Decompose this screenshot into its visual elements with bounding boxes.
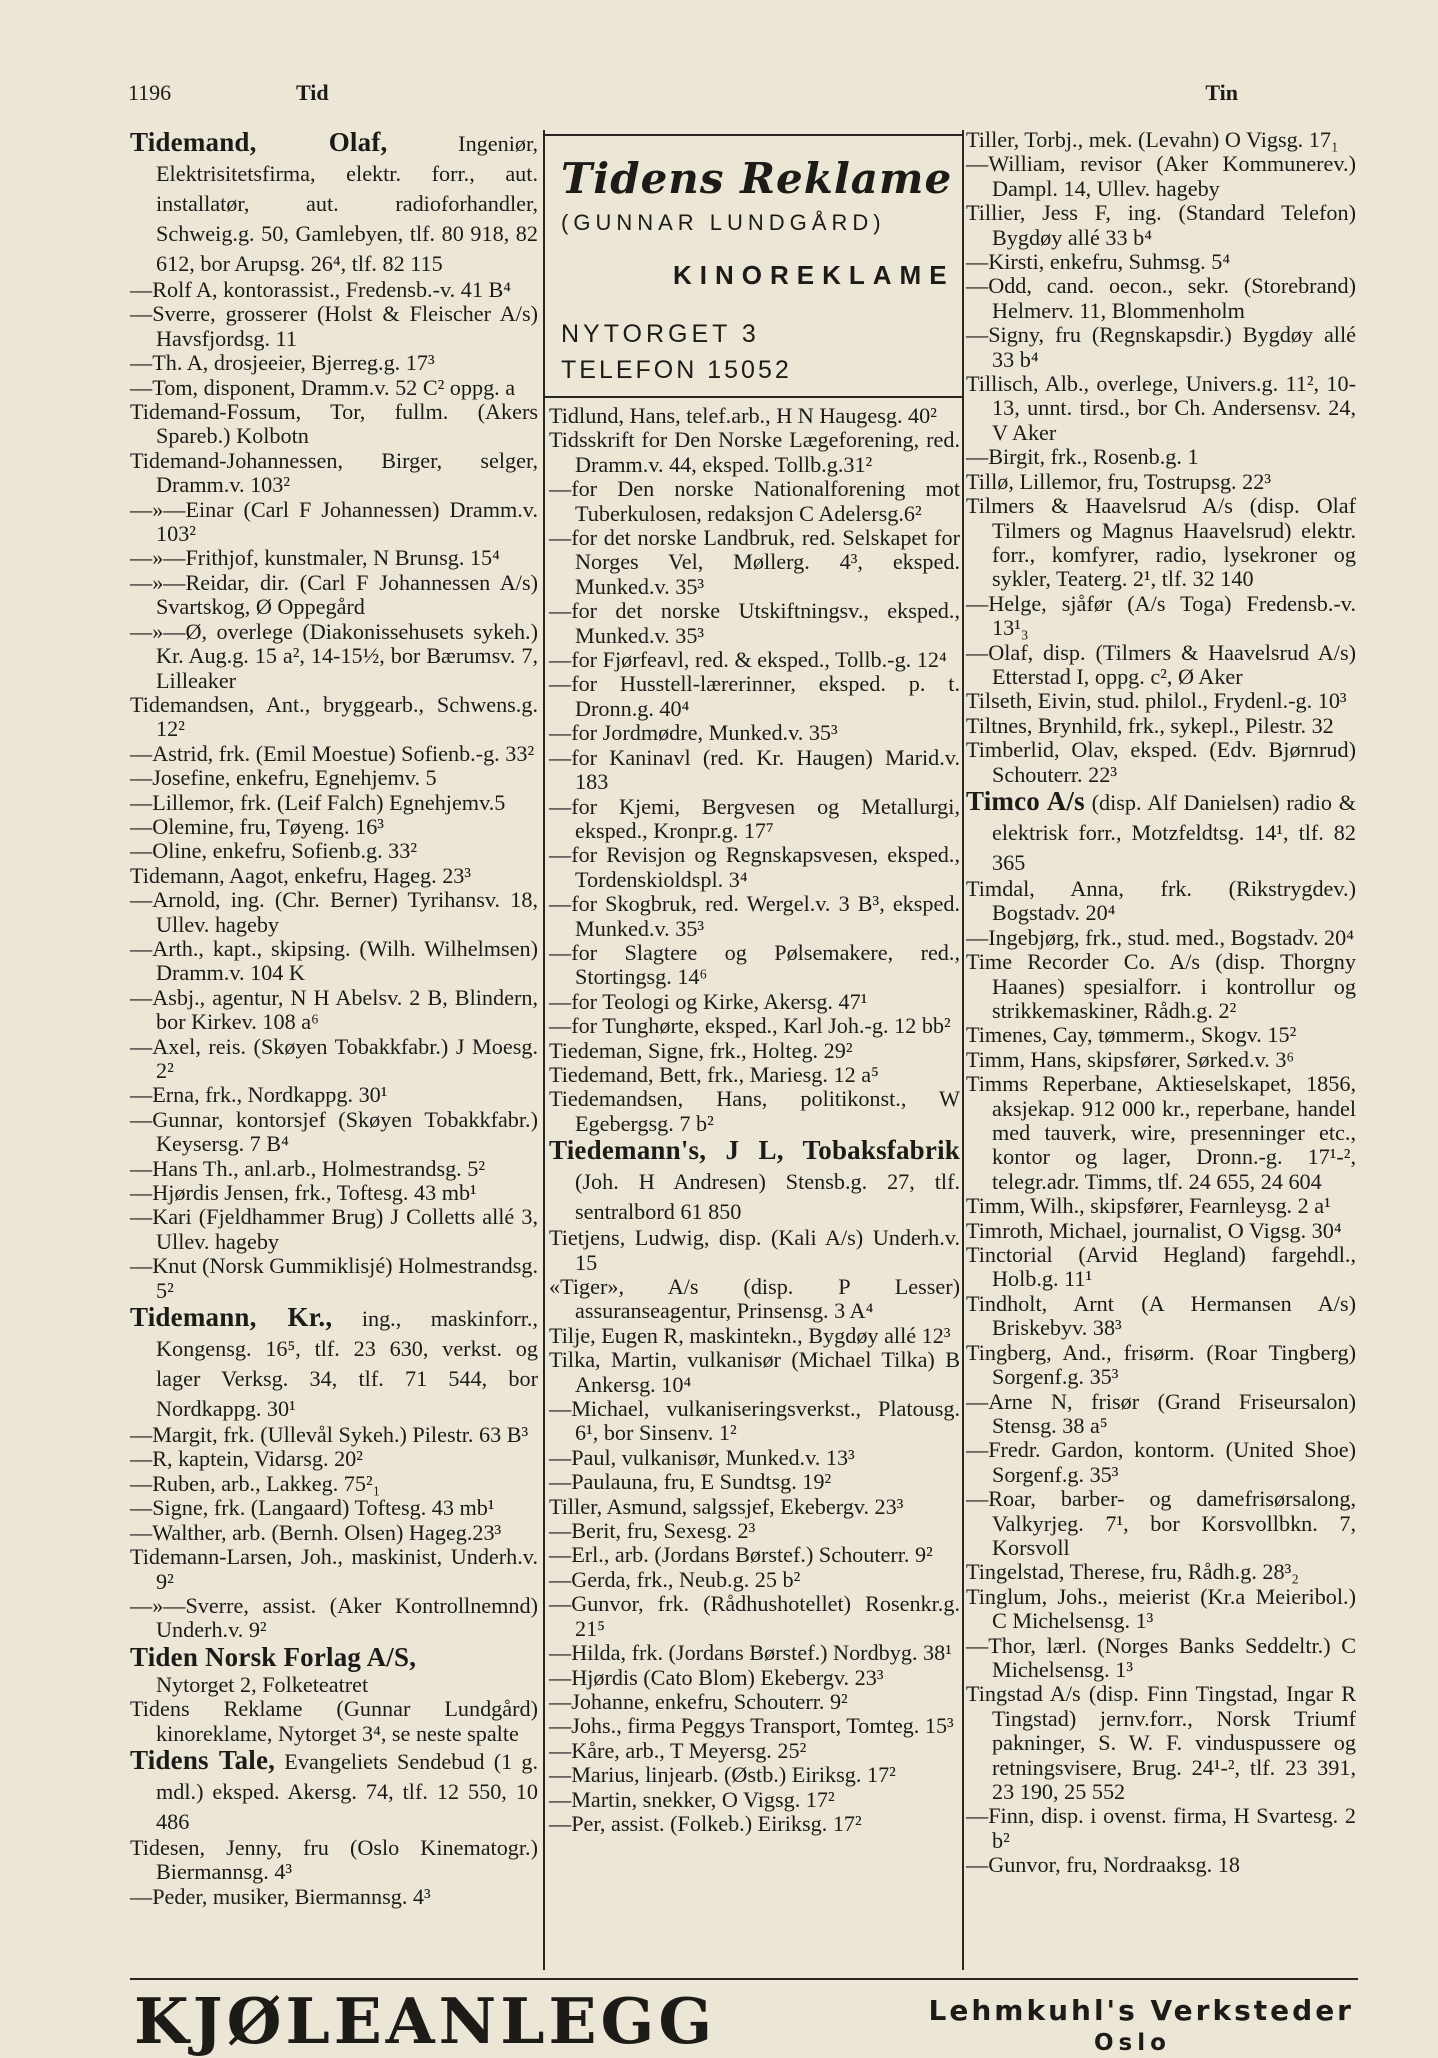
directory-entry	[966, 1487, 1356, 1560]
entry-text: —Kari (Fjeldhammer Brug) J Colletts allé 3, Ullev. hageby	[130, 1204, 538, 1254]
directory-column-3	[966, 128, 1356, 1878]
entry-text: Timberlid, Olav, eksped. (Edv. Bjørnrud) Schouterr. 22³	[966, 737, 1356, 787]
bottom-ad-top-border	[130, 1978, 1358, 1980]
entry-text: —for Den norske Nationalforening mot Tuberkulosen, redaksjon C Adelersg.6²	[549, 476, 960, 526]
directory-entry	[130, 742, 538, 766]
directory-entry	[549, 1039, 960, 1063]
directory-entry	[549, 843, 960, 892]
entry-text: —Arne N, frisør (Grand Friseursalon) Stensg. 38 a⁵	[966, 1388, 1356, 1438]
directory-entry	[966, 1585, 1356, 1634]
ad-phone: TELEFON 15052	[561, 356, 792, 384]
entry-text: Ingeniør, Elektrisitetsfirma, elektr. forr., aut. installatør, aut. radioforhandler, Schweig.g. 50, Gamlebyen, tlf. 80 918, 82 612, bor Arupsg. 26⁴, tlf. 82 115	[156, 131, 539, 276]
entry-text: —Paulauna, fru, E Sundtsg. 19²	[549, 1469, 832, 1495]
entry-text: Tilmers & Haavelsrud A/s (disp. Olaf Tilmers og Magnus Haavelsrud) elektr. forr., komfyrer, radio, lysekroner og sykler, Teaterg. 2¹, tlf. 32 140	[966, 493, 1356, 592]
directory-entry	[130, 986, 538, 1035]
entry-text: (Joh. H Andresen) Stensb.g. 27, tlf. sentralbord 61 850	[575, 1169, 960, 1225]
entry-text: Time Recorder Co. A/s (disp. Thorgny Haanes) spesialforr. i kontrollur og strikkemaskiner, Rådh.g. 2²	[966, 949, 1356, 1023]
directory-entry	[130, 1035, 538, 1084]
entry-heading: Tidens Tale,	[130, 1744, 276, 1775]
entry-text: Tiller, Asmund, salgssjef, Ekebergv. 23³	[549, 1493, 904, 1519]
column-divider-right	[962, 130, 964, 1970]
entry-text: Evangeliets Sendebud (1 g. mdl.) eksped. Akersg. 74, tlf. 12 550, 10 486	[156, 1748, 538, 1834]
entry-text: —Margit, frk. (Ullevål Sykeh.) Pilestr. 63 B³	[130, 1422, 529, 1448]
directory-entry	[549, 1641, 960, 1665]
directory-entry	[130, 1594, 538, 1643]
directory-entry	[549, 1568, 960, 1592]
directory-entry	[549, 1470, 960, 1494]
entry-text: —Oline, enkefru, Sofienb.g. 33²	[130, 838, 418, 864]
directory-entry	[549, 1087, 960, 1136]
entry-text: Tidemann, Aagot, enkefru, Hageg. 23³	[130, 862, 472, 888]
entry-text: —Marius, linjearb. (Østb.) Eiriksg. 17²	[549, 1762, 896, 1788]
column-divider-left	[543, 130, 545, 1970]
directory-entry	[549, 672, 960, 721]
entry-text: —Birgit, frk., Rosenb.g. 1	[966, 444, 1199, 470]
entry-text: —Johanne, enkefru, Schouterr. 9²	[549, 1688, 848, 1714]
directory-entry	[966, 1243, 1356, 1292]
entry-text: —»—Ø, overlege (Diakonissehusets sykeh.) Kr. Aug.g. 15 a², 14-15½, bor Bærumsv. 7, Lilleaker	[130, 618, 538, 693]
entry-text: —Hilda, frk. (Jordans Børstef.) Nordbyg. 38¹	[549, 1640, 952, 1666]
directory-entry	[966, 372, 1356, 445]
entry-text: —Josefine, enkefru, Egnehjemv. 5	[130, 765, 437, 791]
directory-entry	[549, 1763, 960, 1787]
entry-heading: Timco A/s	[966, 785, 1085, 816]
entry-text: —Hans Th., anl.arb., Holmestrandsg. 5²	[130, 1155, 486, 1181]
entry-text: —Peder, musiker, Biermannsg. 4³	[130, 1883, 431, 1909]
directory-entry	[130, 351, 538, 375]
directory-entry	[130, 1181, 538, 1205]
entry-text: —Odd, cand. oecon., sekr. (Storebrand) Helmerv. 11, Blommenholm	[966, 273, 1356, 323]
directory-entry	[130, 815, 538, 839]
directory-entry	[549, 1014, 960, 1038]
directory-entry	[966, 1292, 1356, 1341]
directory-entry	[130, 400, 538, 449]
entry-text: —for Revisjon og Regnskapsvesen, eksped., Tordenskioldspl. 3⁴	[549, 842, 960, 892]
directory-entry	[966, 926, 1356, 950]
directory-entry	[549, 1543, 960, 1567]
bottom-ad-city: Oslo	[1094, 2030, 1171, 2056]
directory-entry	[130, 546, 538, 570]
directory-entry	[966, 738, 1356, 787]
entry-text: Tillisch, Alb., overlege, Univers.g. 11², 10-13, unnt. tirsd., bor Ch. Andersensv. 24, V Aker	[966, 371, 1356, 445]
ad-title: Tidens Reklame	[561, 154, 953, 203]
entry-heading: Tiedemann's, J L, Tobaksfabrik	[549, 1135, 960, 1166]
directory-entry	[549, 1446, 960, 1470]
entry-text: —for det norske Landbruk, red. Selskapet for Norges Vel, Møllerg. 4³, eksped. Munked.v. 35³	[549, 525, 960, 599]
directory-entry	[130, 498, 538, 547]
entry-text: —Ingebjørg, frk., stud. med., Bogstadv. 20⁴	[966, 924, 1354, 950]
directory-entry	[130, 937, 538, 986]
directory-entry	[549, 1275, 960, 1324]
entry-text: —for Teologi og Kirke, Akersg. 47¹	[549, 988, 868, 1014]
directory-entry	[130, 1545, 538, 1594]
entry-heading: Tiden Norsk Forlag A/S,	[130, 1641, 417, 1672]
directory-entry	[966, 470, 1356, 494]
entry-text: Timms Reperbane, Aktieselskapet, 1856, aksjekap. 912 000 kr., reperbane, handel med tauverk, wire, presenninger etc., kontor og lager, Dronn.-g. 17¹-², telegr.adr. Timms, tlf. 24 655, 24 604	[966, 1071, 1356, 1194]
directory-entry	[130, 888, 538, 937]
directory-entry	[130, 1643, 538, 1673]
directory-entry	[966, 152, 1356, 201]
directory-entry	[966, 1341, 1356, 1390]
entry-text: Tiltnes, Brynhild, frk., sykepl., Pilestr. 32	[966, 712, 1334, 738]
directory-entry	[966, 274, 1356, 323]
directory-entry	[549, 1397, 960, 1446]
entry-text: —Rolf A, kontorassist., Fredensb.-v. 41 B⁴	[130, 277, 512, 302]
entry-text: Tidesen, Jenny, fru (Oslo Kinematogr.) Biermannsg. 4³	[130, 1834, 538, 1885]
directory-entry	[130, 449, 538, 498]
directory-entry	[966, 1023, 1356, 1047]
entry-text: —for Kjemi, Bergvesen og Metallurgi, eksped., Kronpr.g. 17⁷	[549, 793, 960, 843]
directory-entry	[549, 428, 960, 477]
entry-text: —Signy, fru (Regnskapsdir.) Bygdøy allé 33 b⁴	[966, 322, 1356, 372]
entry-text: —Fredr. Gardon, kontorm. (United Shoe) Sorgenf.g. 35³	[966, 1437, 1356, 1487]
directory-entry	[130, 620, 538, 693]
bottom-ad-headline: KJØLEANLEGG	[134, 1984, 717, 2058]
directory-entry	[549, 1226, 960, 1275]
entry-text: —for Kaninavl (red. Kr. Haugen) Marid.v. 183	[549, 744, 960, 795]
entry-text: Tingelstad, Therese, fru, Rådh.g. 28³₂	[966, 1559, 1299, 1585]
entry-text: Tinctorial (Arvid Hegland) fargehdl., Holb.g. 11¹	[966, 1242, 1356, 1292]
directory-entry	[966, 445, 1356, 469]
entry-text: —Signe, frk. (Langaard) Toftesg. 43 mb¹	[130, 1495, 495, 1521]
entry-text: —Arnold, ing. (Chr. Berner) Tyrihansv. 18, Ullev. hageby	[130, 887, 538, 937]
directory-entry	[549, 1136, 960, 1226]
entry-text: —Michael, vulkaniseringsverkst., Platousg. 6¹, bor Sinsenv. 1²	[549, 1396, 960, 1446]
entry-text: Tilseth, Eivin, stud. philol., Frydenl.-g. 10³	[966, 688, 1347, 714]
entry-text: —R, kaptein, Vidarsg. 20²	[130, 1446, 363, 1472]
directory-entry	[549, 1714, 960, 1738]
directory-entry	[966, 1634, 1356, 1683]
entry-text: Tiedemand, Bett, frk., Mariesg. 12 a⁵	[549, 1061, 879, 1087]
entry-text: —Ruben, arb., Lakkeg. 75²₁	[130, 1470, 381, 1496]
directory-entry	[549, 477, 960, 526]
tidens-reklame-ad	[549, 134, 960, 396]
directory-entry	[130, 1836, 538, 1885]
directory-entry	[966, 877, 1356, 926]
entry-text: Tilka, Martin, vulkanisør (Michael Tilka) B Ankersg. 10⁴	[549, 1347, 960, 1397]
directory-entry	[966, 1048, 1356, 1072]
directory-entry	[549, 1690, 960, 1714]
entry-text: Tilje, Eugen R, maskintekn., Bygdøy allé 12³	[549, 1322, 951, 1348]
entry-text: Tingstad A/s (disp. Finn Tingstad, Ingar R Tingstad) jernv.forr., Norsk Triumf pakninger, S. W. F. vinduspussere og retningsvisere, Brug. 24¹-², tlf. 23 391, 23 190, 25 552	[966, 1681, 1356, 1804]
entry-text: —Erna, frk., Nordkappg. 30¹	[130, 1082, 388, 1108]
directory-entry	[966, 714, 1356, 738]
entry-text: Tidemand-Fossum, Tor, fullm. (Akers Spareb.) Kolbotn	[130, 399, 538, 449]
page-header	[128, 80, 1238, 114]
entry-text: —for Tunghørte, eksped., Karl Joh.-g. 12 bb²	[549, 1013, 951, 1039]
directory-entry	[966, 1390, 1356, 1439]
entry-text: —»—Frithjof, kunstmaler, N Brunsg. 15⁴	[130, 545, 500, 571]
directory-entry	[130, 1083, 538, 1107]
directory-entry	[130, 1673, 538, 1697]
entry-text: ing., maskinforr., Kongensg. 16⁵, tlf. 23 630, verkst. og lager Verksg. 34, tlf. 71 544, bor Nordkappg. 30¹	[156, 1306, 538, 1422]
entry-text: —Finn, disp. i ovenst. firma, H Svartesg. 2 b²	[966, 1803, 1356, 1853]
directory-entry	[130, 1447, 538, 1471]
directory-entry	[966, 494, 1356, 592]
directory-entry	[966, 128, 1356, 152]
directory-entry	[130, 1157, 538, 1181]
directory-entry	[966, 201, 1356, 250]
entry-text: Timroth, Michael, journalist, O Vigsg. 30⁴	[966, 1217, 1342, 1243]
entry-text: Tiller, Torbj., mek. (Levahn) O Vigsg. 17₁	[966, 127, 1339, 152]
entry-text: —Martin, snekker, O Vigsg. 17²	[549, 1786, 835, 1812]
directory-entry	[549, 1495, 960, 1519]
directory-entry	[549, 404, 960, 428]
entry-text: —Roar, barber- og damefrisørsalong, Valkyrjeg. 7¹, bor Korsvollbkn. 7, Korsvoll	[966, 1486, 1356, 1560]
entry-text: Tidemand-Johannessen, Birger, selger, Dramm.v. 103²	[130, 447, 538, 498]
directory-entry	[966, 1194, 1356, 1218]
directory-entry	[549, 795, 960, 844]
entry-text: —William, revisor (Aker Kommunerev.) Dampl. 14, Ullev. hageby	[966, 151, 1356, 201]
directory-entry	[549, 599, 960, 648]
entry-text: —for Jordmødre, Munked.v. 35³	[549, 720, 838, 746]
entry-text: —Thor, lærl. (Norges Banks Seddeltr.) C Michelsensg. 1³	[966, 1632, 1356, 1682]
directory-entry	[130, 1496, 538, 1520]
entry-heading: Tidemann, Kr.,	[130, 1302, 333, 1333]
entry-text: «Tiger», A/s (disp. P Lesser) assuranseagentur, Prinsensg. 3 A⁴	[549, 1274, 960, 1324]
entry-text: —Olemine, fru, Tøyeng. 16³	[130, 813, 384, 839]
entry-text: —Johs., firma Peggys Transport, Tomteg. 15³	[549, 1713, 954, 1739]
entry-text: Tinglum, Johs., meierist (Kr.a Meieribol.) C Michelsensg. 1³	[966, 1583, 1356, 1634]
entry-text: Tindholt, Arnt (A Hermansen A/s) Briskebyv. 38³	[966, 1290, 1356, 1341]
entry-text: —Asbj., agentur, N H Abelsv. 2 B, Blindern, bor Kirkev. 108 a⁶	[130, 984, 538, 1035]
page-number: 1196	[128, 80, 172, 105]
entry-text: Tiedeman, Signe, frk., Holteg. 29²	[549, 1037, 853, 1063]
directory-entry	[130, 1303, 538, 1423]
directory-entry	[130, 839, 538, 863]
entry-text: —Axel, reis. (Skøyen Tobakkfabr.) J Moesg. 2²	[130, 1033, 538, 1083]
entry-heading: Tidemand, Olaf,	[130, 127, 388, 157]
entry-text: —»—Sverre, assist. (Aker Kontrollnemnd) Underh.v. 9²	[130, 1592, 538, 1643]
directory-entry	[130, 1521, 538, 1545]
directory-entry	[130, 1885, 538, 1909]
entry-text: Tietjens, Ludwig, disp. (Kali A/s) Underh.v. 15	[549, 1225, 960, 1275]
entry-text: —Lillemor, frk. (Leif Falch) Egnehjemv.5	[130, 789, 506, 815]
directory-entry	[549, 892, 960, 941]
directory-entry	[966, 950, 1356, 1023]
entry-text: —Berit, fru, Sexesg. 2³	[549, 1518, 756, 1544]
entry-text: —Tom, disponent, Dramm.v. 52 C² oppg. a	[130, 374, 516, 400]
directory-entry	[966, 1682, 1356, 1804]
entry-text: Timdal, Anna, frk. (Rikstrygdev.) Bogstadv. 20⁴	[966, 875, 1356, 926]
entry-text: —Kåre, arb., T Meyersg. 25²	[549, 1737, 807, 1763]
entry-text: —»—Einar (Carl F Johannessen) Dramm.v. 103²	[130, 496, 538, 547]
header-left-keyword: Tid	[296, 80, 329, 105]
directory-entry	[966, 323, 1356, 372]
directory-entry	[966, 1853, 1356, 1877]
directory-entry	[549, 1348, 960, 1397]
directory-entry	[549, 526, 960, 599]
directory-entry	[130, 693, 538, 742]
entry-text: Nytorget 2, Folketeatret	[156, 1671, 369, 1697]
entry-text: —Walther, arb. (Bernh. Olsen) Hageg.23³	[130, 1519, 502, 1545]
entry-text: —Sverre, grosserer (Holst & Fleischer A/s) Havsfjordsg. 11	[130, 301, 538, 351]
entry-text: —for Husstell-lærerinner, eksped. p. t. Dronn.g. 40⁴	[549, 671, 960, 721]
entry-text: —for Slagtere og Pølsemakere, red., Stortingsg. 14⁶	[549, 939, 960, 990]
entry-text: —Helge, sjåfør (A/s Toga) Fredensb.-v. 13¹₃	[966, 590, 1356, 641]
directory-entry	[966, 1438, 1356, 1487]
directory-entry	[966, 1072, 1356, 1194]
directory-entry	[130, 1746, 538, 1836]
directory-entry	[130, 1108, 538, 1157]
directory-entry	[130, 864, 538, 888]
entry-text: Tidsskrift for Den Norske Lægeforening, red. Dramm.v. 44, eksped. Tollb.g.31²	[549, 427, 960, 477]
directory-entry	[966, 689, 1356, 713]
entry-text: —Erl., arb. (Jordans Børstef.) Schouterr. 9²	[549, 1542, 933, 1568]
entry-text: —Arth., kapt., skipsing. (Wilh. Wilhelmsen) Dramm.v. 104 K	[130, 935, 538, 986]
directory-entry	[966, 1560, 1356, 1584]
directory-entry	[966, 641, 1356, 690]
entry-text: —for det norske Utskiftningsv., eksped., Munked.v. 35³	[549, 598, 960, 648]
directory-entry	[549, 1592, 960, 1641]
directory-entry	[549, 1666, 960, 1690]
directory-entry	[130, 1472, 538, 1496]
entry-text: Tidemandsen, Ant., bryggearb., Schwens.g. 12²	[130, 691, 538, 742]
entry-text: —Kirsti, enkefru, Suhmsg. 5⁴	[966, 249, 1231, 275]
entry-text: —Gunvor, frk. (Rådhushotellet) Rosenkr.g. 21⁵	[549, 1591, 960, 1641]
directory-column-1	[130, 128, 538, 1909]
entry-text: —Gerda, frk., Neub.g. 25 b²	[549, 1566, 801, 1592]
entry-text: —Knut (Norsk Gummiklisjé) Holmestrandsg. 5²	[130, 1253, 538, 1303]
entry-text: —Hjørdis (Cato Blom) Ekebergv. 23³	[549, 1664, 884, 1690]
directory-entry	[966, 1804, 1356, 1853]
entry-text: —»—Reidar, dir. (Carl F Johannessen A/s) Svartskog, Ø Oppegård	[130, 569, 538, 620]
entry-text: —for Skogbruk, red. Wergel.v. 3 B³, eksped. Munked.v. 35³	[549, 891, 960, 941]
directory-entry	[130, 766, 538, 790]
entry-text: —Hjørdis Jensen, frk., Toftesg. 43 mb¹	[130, 1180, 477, 1206]
ad-service: KINOREKLAME	[673, 260, 955, 290]
entry-text: Timm, Hans, skipsfører, Sørked.v. 3⁶	[966, 1046, 1295, 1072]
directory-entry	[966, 1219, 1356, 1243]
entry-text: —for Fjørfeavl, red. & eksped., Tollb.-g. 12⁴	[549, 647, 947, 673]
entry-text: Timenes, Cay, tømmerm., Skogv. 15²	[966, 1022, 1297, 1048]
entry-text: Tidens Reklame (Gunnar Lundgård) kinoreklame, Nytorget 3⁴, se neste spalte	[130, 1696, 538, 1746]
directory-entry	[966, 592, 1356, 641]
ad-subtitle: (GUNNAR LUNDGÅRD)	[561, 210, 886, 235]
header-right-keyword: Tin	[1205, 80, 1238, 105]
entry-text: —Astrid, frk. (Emil Moestue) Sofienb.-g. 33²	[130, 740, 535, 766]
directory-entry	[130, 302, 538, 351]
entry-text: Tidemann-Larsen, Joh., maskinist, Underh.v. 9²	[130, 1544, 538, 1594]
directory-entry	[549, 990, 960, 1014]
directory-entry	[130, 571, 538, 620]
entry-text: —Olaf, disp. (Tilmers & Haavelsrud A/s) Etterstad I, oppg. c², Ø Aker	[966, 639, 1356, 689]
directory-entry	[130, 128, 538, 278]
bottom-advertisement	[134, 1984, 1354, 2058]
entry-text: Tiedemandsen, Hans, politikonst., W Egebergsg. 7 b²	[549, 1086, 960, 1136]
directory-entry	[549, 746, 960, 795]
directory-entry	[549, 1739, 960, 1763]
directory-entry	[966, 787, 1356, 877]
entry-text: Tillø, Lillemor, fru, Tostrupsg. 22³	[966, 468, 1271, 494]
directory-column-2	[549, 404, 960, 1836]
entry-text: —Gunnar, kontorsjef (Skøyen Tobakkfabr.) Keysersg. 7 B⁴	[130, 1106, 538, 1157]
directory-entry	[130, 1205, 538, 1254]
directory-entry	[130, 1697, 538, 1746]
entry-text: —Paul, vulkanisør, Munked.v. 13³	[549, 1444, 855, 1470]
entry-text: Timm, Wilh., skipsfører, Fearnleysg. 2 a¹	[966, 1193, 1331, 1219]
directory-entry	[966, 250, 1356, 274]
directory-entry	[130, 376, 538, 400]
directory-entry	[549, 1519, 960, 1543]
ad-box-bottom-border	[545, 396, 962, 398]
entry-text: Tingberg, And., frisørm. (Roar Tingberg) Sorgenf.g. 35³	[966, 1339, 1356, 1390]
entry-text: —Per, assist. (Folkeb.) Eiriksg. 17²	[549, 1810, 862, 1836]
entry-text: —Gunvor, fru, Nordraaksg. 18	[966, 1852, 1240, 1878]
entry-text: Tillier, Jess F, ing. (Standard Telefon) Bygdøy allé 33 b⁴	[966, 200, 1356, 250]
directory-entry	[549, 1788, 960, 1812]
bottom-ad-company: Lehmkuhl's Verksteder	[928, 1994, 1354, 2027]
entry-text: (disp. Alf Danielsen) radio & elektrisk forr., Motzfeldtsg. 14¹, tlf. 82 365	[992, 789, 1356, 875]
directory-entry	[549, 1812, 960, 1836]
entry-text: —Th. A, drosjeeier, Bjerreg.g. 17³	[130, 350, 435, 376]
directory-entry	[130, 791, 538, 815]
directory-entry	[549, 721, 960, 745]
directory-entry	[549, 941, 960, 990]
ad-address: NYTORGET 3	[561, 320, 760, 348]
directory-entry	[549, 1324, 960, 1348]
directory-entry	[549, 648, 960, 672]
directory-entry	[130, 1423, 538, 1447]
directory-entry	[130, 1254, 538, 1303]
directory-entry	[549, 1063, 960, 1087]
entry-text: Tidlund, Hans, telef.arb., H N Haugesg. 40²	[549, 403, 937, 428]
directory-entry	[130, 278, 538, 302]
